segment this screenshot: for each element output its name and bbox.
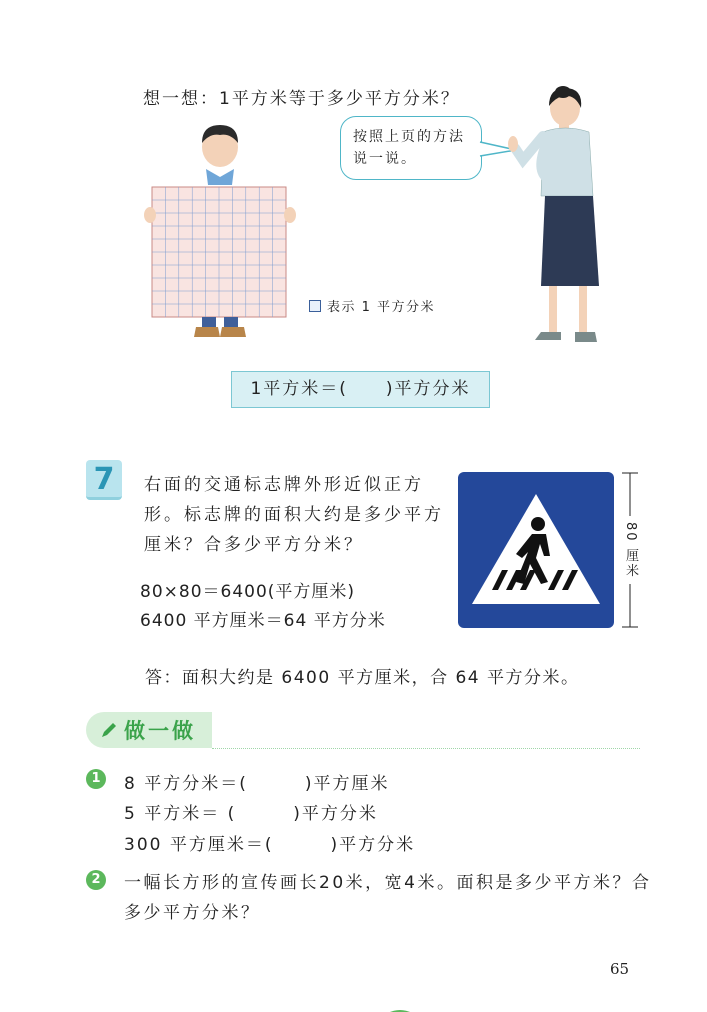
dimension-label: 80 厘米 xyxy=(623,521,638,579)
think-prompt: 想一想：1平方米等于多少平方分米？ xyxy=(143,89,460,109)
page-decoration xyxy=(383,1004,417,1012)
speech-bubble: 按照上页的方法说一说。 xyxy=(340,116,482,180)
legend-label: 表示 1 平方分米 xyxy=(327,300,436,315)
example-number-badge: 7 xyxy=(86,460,122,500)
section-divider xyxy=(212,748,640,749)
exercise-section-title: 做一做 xyxy=(124,719,196,743)
example-question: 右面的交通标志牌外形近似正方形。标志牌的面积大约是多少平方厘米？合多少平方分米？ xyxy=(144,475,444,555)
exercise-2-text: 一幅长方形的宣传画长20米，宽4米。面积是多少平方米？合多少平方分米？ xyxy=(124,873,652,923)
equation-box: 1平方米＝( )平方分米 xyxy=(231,371,490,408)
exercise-number-2: 2 xyxy=(86,870,106,890)
pencil-icon xyxy=(100,721,118,739)
legend-square-icon xyxy=(309,300,321,312)
page-number: 65 xyxy=(610,960,630,978)
teacher-illustration xyxy=(505,86,615,354)
grid-legend xyxy=(309,296,435,315)
example-answer: 答：面积大约是 6400 平方厘米，合 64 平方分米。 xyxy=(145,668,580,688)
exercise-number-1: 1 xyxy=(86,769,106,789)
calculation-line-2: 6400 平方厘米＝64 平方分米 xyxy=(140,611,386,631)
boy-with-grid-illustration xyxy=(140,125,300,345)
calculation-line-1: 80×80＝6400(平方厘米) xyxy=(140,582,356,602)
exercise-1-line-3: 300 平方厘米＝( )平方分米 xyxy=(124,835,416,855)
exercise-section-header xyxy=(86,712,212,748)
crosswalk-sign-icon xyxy=(458,472,614,628)
exercise-1-line-2: 5 平方米＝ ( )平方分米 xyxy=(124,804,378,824)
exercise-1-line-1: 8 平方分米＝( )平方厘米 xyxy=(124,774,390,794)
